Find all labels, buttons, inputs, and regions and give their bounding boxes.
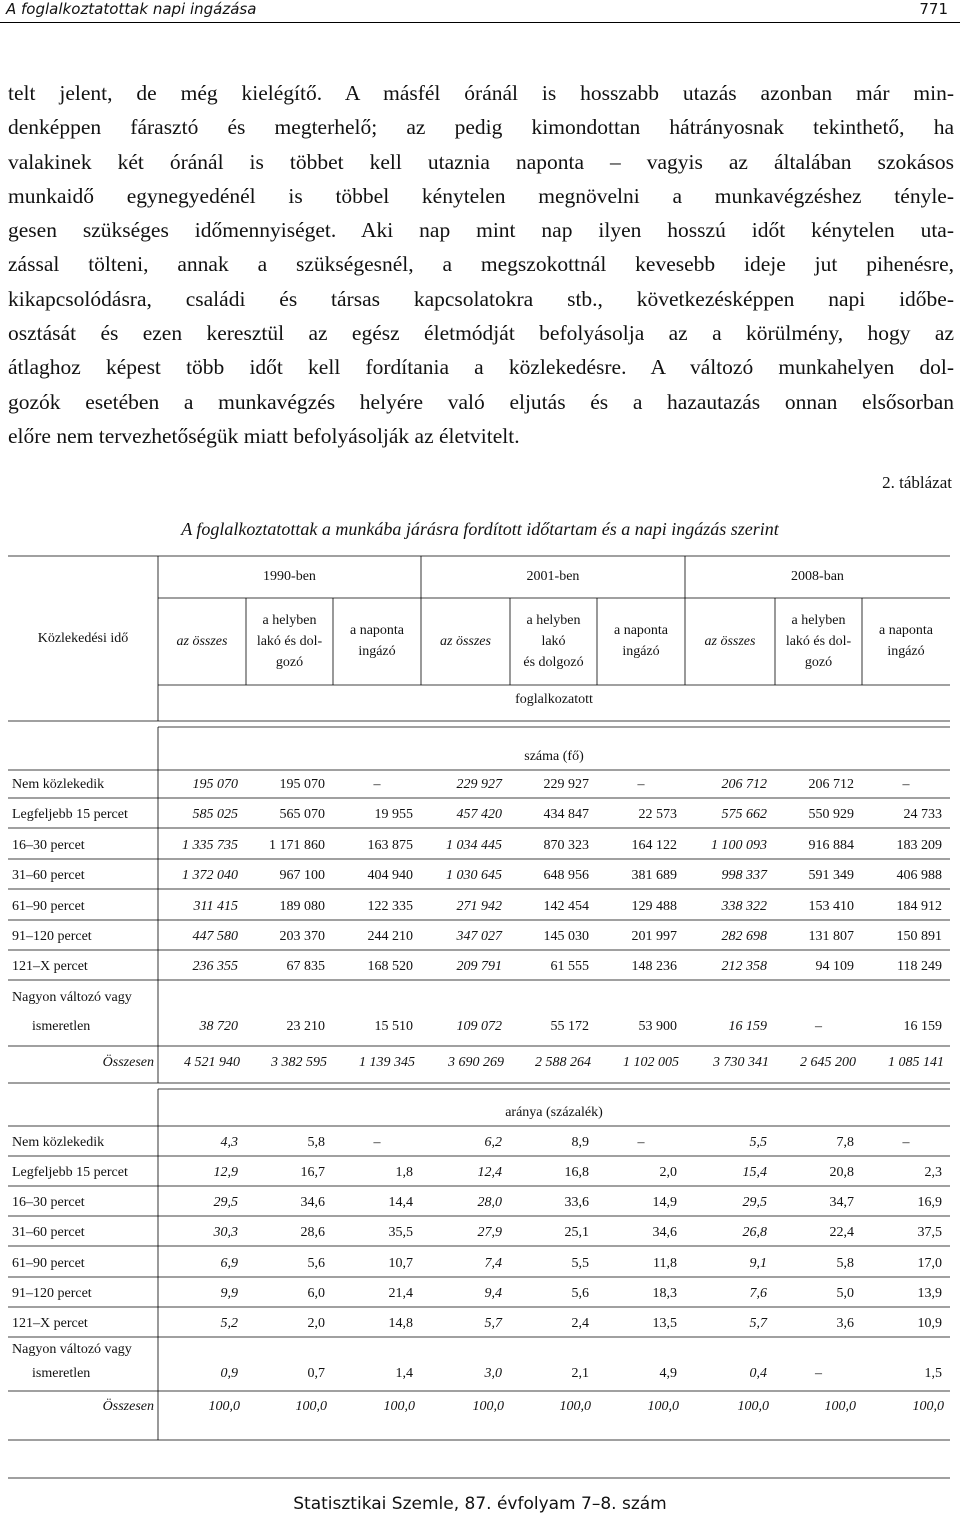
table-cell: 55 172	[550, 1019, 589, 1034]
table-cell: 164 122	[631, 838, 677, 853]
table-cell: 150 891	[896, 929, 942, 944]
table-cell: 34,6	[300, 1195, 325, 1210]
table-cell: 271 942	[456, 899, 502, 914]
table-cell: 5,5	[749, 1135, 767, 1150]
table-cell: 565 070	[279, 807, 325, 822]
subcolumn-header	[685, 631, 775, 652]
body-paragraph	[8, 76, 954, 453]
table-cell: 406 988	[896, 868, 942, 883]
table-cell: 6,2	[484, 1135, 502, 1150]
table-cell: 998 337	[721, 868, 767, 883]
year-header: 1990-ben	[263, 569, 316, 584]
subcolumn-header	[158, 631, 246, 652]
table-cell: 9,4	[484, 1286, 502, 1301]
row-label: 31–60 percet	[12, 1225, 85, 1240]
table-cell: 2,3	[924, 1165, 942, 1180]
table-cell: 20,8	[829, 1165, 854, 1180]
page-header	[0, 0, 960, 24]
total-cell: 100,0	[295, 1399, 327, 1414]
table-cell: 0,4	[749, 1366, 767, 1381]
table-cell: 145 030	[543, 929, 589, 944]
table-caption: A foglalkoztatottak a munkába járásra fordított időtartam és a napi ingázás szerint	[181, 519, 779, 539]
total-cell: 100,0	[824, 1399, 856, 1414]
table-cell: 28,0	[477, 1195, 502, 1210]
body-line: gesen szükséges időmennyiséget. Aki nap mint nap ilyen hosszú időt kénytelen uta-	[8, 218, 954, 243]
table-cell: 183 209	[896, 838, 942, 853]
table-cell: 870 323	[543, 838, 589, 853]
total-cell: 100,0	[383, 1399, 415, 1414]
table-cell: 3,0	[484, 1366, 502, 1381]
table-cell: 5,8	[836, 1256, 854, 1271]
body-line: gozók esetében a munkavégzés helyére való eljutás és a hazautazás onnan elsősorban	[8, 389, 954, 414]
total-cell: 100,0	[647, 1399, 679, 1414]
table-cell: 229 927	[543, 777, 589, 792]
table-cell: 25,1	[564, 1225, 589, 1240]
total-cell: 100,0	[472, 1399, 504, 1414]
subcolumn-header-line: gozó	[804, 654, 833, 670]
table-cell: –	[637, 777, 645, 792]
table-cell: 1 030 645	[446, 868, 502, 883]
row-label: Nagyon változó vagy	[12, 990, 132, 1005]
body-line: munkaidő egynegyedénél is többel kénytelen megnövelni a munkavégzéshez tényle-	[8, 183, 954, 208]
table-cell: 18,3	[652, 1286, 677, 1301]
table-cell: 2,1	[571, 1366, 589, 1381]
table-cell: 447 580	[192, 929, 238, 944]
body-line: osztását és ezen keresztül az egész életmódját befolyásolja az a körülmény, hogy az	[8, 321, 954, 346]
table-cell: 16,9	[917, 1195, 942, 1210]
table-cell: 13,5	[652, 1316, 677, 1331]
table-cell: 142 454	[543, 899, 589, 914]
table-cell: 2,0	[659, 1165, 677, 1180]
table-cell: 148 236	[631, 959, 677, 974]
table-cell: 8,9	[571, 1135, 589, 1150]
total-label: Összesen	[102, 1399, 154, 1414]
row-label: ismeretlen	[32, 1366, 91, 1381]
table-cell: 184 912	[896, 899, 942, 914]
subcolumn-header-line: a naponta	[349, 623, 405, 638]
table-cell: 14,8	[388, 1316, 413, 1331]
table-cell: 1,5	[924, 1366, 942, 1381]
table-cell: 16 159	[903, 1019, 942, 1034]
table-cell: 916 884	[808, 838, 854, 853]
subcolumn-header	[510, 610, 597, 673]
table-cell: 195 070	[279, 777, 325, 792]
total-cell: 3 730 341	[713, 1055, 769, 1070]
total-cell: 2 645 200	[800, 1055, 856, 1070]
table-cell: 347 027	[456, 929, 502, 944]
subcolumn-header-line: lakó és dol-	[785, 633, 852, 649]
table-cell: 12,9	[213, 1165, 238, 1180]
table-cell: 591 349	[808, 868, 854, 883]
table-cell: 4,3	[220, 1135, 238, 1150]
table-label: 2. táblázat	[882, 473, 952, 492]
table-cell: 967 100	[279, 868, 325, 883]
total-cell: 100,0	[737, 1399, 769, 1414]
table-cell: 34,6	[652, 1225, 677, 1240]
table-cell: 203 370	[279, 929, 325, 944]
table-cell: 2,4	[571, 1316, 589, 1331]
table-cell: 35,5	[388, 1225, 413, 1240]
table-cell: 15 510	[374, 1019, 413, 1034]
table-cell: 5,0	[836, 1286, 854, 1301]
table-cell: 21,4	[388, 1286, 413, 1301]
table-cell: 1 171 860	[269, 838, 325, 853]
table-cell: 6,9	[220, 1256, 238, 1271]
body-line: zással tölteni, annak a szükségesnél, a megszokottnál kevesebb ideje jut pihenésre,	[8, 252, 954, 277]
table-cell: 5,6	[307, 1256, 325, 1271]
page-footer: Statisztikai Szemle, 87. évfolyam 7–8. szám	[293, 1494, 667, 1514]
subcolumn-header-line: a helyben	[526, 612, 581, 628]
running-title: A foglalkoztatottak napi ingázása	[6, 0, 257, 18]
table-cell: 4,9	[659, 1366, 677, 1381]
table-cell: 311 415	[193, 899, 238, 914]
table-cell: 244 210	[367, 929, 413, 944]
table-cell: 38 720	[199, 1019, 238, 1034]
row-label: Nem közlekedik	[12, 777, 105, 792]
row-label: 16–30 percet	[12, 838, 85, 853]
subcolumn-header-line: lakó	[541, 633, 566, 649]
table-cell: 16,8	[564, 1165, 589, 1180]
table-cell: 10,7	[388, 1256, 413, 1271]
table-cell: 195 070	[192, 777, 238, 792]
table-cell: –	[902, 1135, 910, 1150]
table-cell: 229 927	[456, 777, 502, 792]
header-rule	[0, 22, 960, 23]
table-cell: 201 997	[631, 929, 677, 944]
subcolumn-header-line: ingázó	[358, 644, 396, 659]
table-cell: 1,4	[395, 1366, 413, 1381]
body-line: előre nem tervezhetőségük miatt befolyásolják az életvitelt.	[8, 423, 520, 448]
table-cell: 12,4	[477, 1165, 502, 1180]
table-cell: 5,7	[484, 1316, 502, 1331]
table-cell: 7,4	[484, 1256, 502, 1271]
table-cell: 26,8	[742, 1225, 767, 1240]
table-cell: 434 847	[543, 807, 589, 822]
table-cell: 404 940	[367, 868, 413, 883]
table-cell: 6,0	[307, 1286, 325, 1301]
table-cell: 94 109	[815, 959, 854, 974]
subcolumn-header-line: gozó	[275, 654, 304, 670]
table-cell: 209 791	[456, 959, 502, 974]
row-label: Legfeljebb 15 percet	[12, 1165, 128, 1180]
table-cell: –	[373, 1135, 381, 1150]
body-line: kikapcsolódásra, családi és társas kapcsolatokra stb., következésképpen napi időbe-	[8, 286, 954, 311]
table-cell: 1 372 040	[182, 868, 238, 883]
table-cell: 23 210	[286, 1019, 325, 1034]
table-cell: 28,6	[300, 1225, 325, 1240]
subcolumn-header-line: a naponta	[613, 623, 669, 638]
subcolumn-header-line: ingázó	[887, 644, 925, 659]
table-cell: 1 100 093	[711, 838, 767, 853]
total-cell: 100,0	[208, 1399, 240, 1414]
subcolumn-header-line: az összes	[440, 633, 491, 649]
subcolumn-header	[862, 620, 950, 662]
table-cell: 1 335 735	[182, 838, 238, 853]
page-number: 771	[919, 0, 948, 18]
table-cell: 212 358	[721, 959, 767, 974]
subcolumn-header	[333, 620, 421, 662]
body-line: átlaghoz képest több időt kell fordítania a közlekedésre. A változó munkahelyen dol-	[8, 355, 954, 380]
row-label: Nem közlekedik	[12, 1135, 105, 1150]
table-cell: 19 955	[374, 807, 413, 822]
total-cell: 2 588 264	[535, 1055, 591, 1070]
table-cell: 61 555	[550, 959, 589, 974]
total-cell: 1 085 141	[888, 1055, 944, 1070]
table-cell: 29,5	[742, 1195, 767, 1210]
table-cell: 122 335	[367, 899, 413, 914]
subcolumn-header	[246, 610, 333, 673]
table-cell: 13,9	[917, 1286, 942, 1301]
table-cell: 2,0	[307, 1316, 325, 1331]
table-cell: 7,8	[836, 1135, 854, 1150]
total-label: Összesen	[102, 1055, 154, 1070]
table-cell: 29,5	[213, 1195, 238, 1210]
table-cell: –	[902, 777, 910, 792]
subcolumn-header-line: a naponta	[878, 623, 934, 638]
total-cell: 3 690 269	[448, 1055, 504, 1070]
table-cell: 30,3	[213, 1225, 238, 1240]
subcolumn-header	[597, 620, 685, 662]
table-cell: 457 420	[456, 807, 502, 822]
table-cell: 206 712	[808, 777, 854, 792]
table-cell: 648 956	[543, 868, 589, 883]
subcolumn-header-line: a helyben	[791, 612, 846, 628]
table-cell: 1 034 445	[446, 838, 502, 853]
table-cell: 118 249	[897, 959, 942, 974]
table-cell: –	[815, 1019, 822, 1034]
subcolumn-header-line: ingázó	[622, 644, 660, 659]
table-cell: 9,1	[749, 1256, 767, 1271]
row-label: 61–90 percet	[12, 1256, 85, 1271]
table-cell: –	[373, 777, 381, 792]
table-cell: 189 080	[279, 899, 325, 914]
table-cell: 5,8	[307, 1135, 325, 1150]
table-cell: 5,6	[571, 1286, 589, 1301]
table-cell: 206 712	[721, 777, 767, 792]
table-cell: 11,8	[653, 1256, 677, 1271]
year-header: 2008-ban	[791, 569, 844, 584]
header-footer-label: foglalkozatott	[515, 692, 593, 707]
table-cell: 33,6	[564, 1195, 589, 1210]
table-cell: 10,9	[917, 1316, 942, 1331]
section-title: száma (fő)	[524, 749, 584, 764]
table-cell: 9,9	[220, 1286, 238, 1301]
row-label: 31–60 percet	[12, 868, 85, 883]
subcolumn-header-line: az összes	[176, 633, 228, 649]
total-cell: 1 102 005	[623, 1055, 679, 1070]
table-cell: 5,2	[220, 1316, 238, 1331]
table-cell: 37,5	[917, 1225, 942, 1240]
table-cell: 34,7	[829, 1195, 854, 1210]
row-label: Nagyon változó vagy	[12, 1342, 132, 1357]
body-line: telt jelent, de még kielégítő. A másfél óránál is hosszabb utazás azonban már min-	[8, 81, 954, 105]
row-label: 121–X percet	[12, 959, 88, 974]
table-cell: 15,4	[742, 1165, 767, 1180]
table-cell: 1,8	[395, 1165, 413, 1180]
table-cell: 3,6	[836, 1316, 854, 1331]
row-label: Legfeljebb 15 percet	[12, 807, 128, 822]
total-cell: 4 521 940	[184, 1055, 240, 1070]
subcolumn-header-line: és dolgozó	[523, 654, 584, 670]
row-label: 61–90 percet	[12, 899, 85, 914]
table-cell: –	[815, 1366, 822, 1381]
table-cell: 585 025	[192, 807, 238, 822]
table-cell: 14,9	[652, 1195, 677, 1210]
total-cell: 100,0	[912, 1399, 944, 1414]
subcolumn-header-line: lakó és dol-	[256, 633, 323, 649]
subcolumn-header	[421, 631, 510, 652]
table-cell: 14,4	[388, 1195, 413, 1210]
subcolumn-header-line: az összes	[704, 633, 756, 649]
row-header: Közlekedési idő	[37, 631, 129, 646]
table-cell: 0,7	[307, 1366, 325, 1381]
row-label: ismeretlen	[32, 1019, 91, 1034]
total-cell: 3 382 595	[271, 1055, 327, 1070]
table-cell: 22 573	[638, 807, 677, 822]
table-cell: –	[637, 1135, 645, 1150]
section-title: aránya (százalék)	[505, 1105, 603, 1120]
table-cell: 381 689	[631, 868, 677, 883]
table-cell: 153 410	[808, 899, 854, 914]
year-header: 2001-ben	[526, 569, 580, 584]
table-cell: 163 875	[367, 838, 413, 853]
table-cell: 131 807	[808, 929, 854, 944]
table-cell: 17,0	[917, 1256, 942, 1271]
total-cell: 1 139 345	[359, 1055, 415, 1070]
table-cell: 129 488	[631, 899, 677, 914]
table-cell: 24 733	[903, 807, 942, 822]
table-cell: 236 355	[192, 959, 238, 974]
table-cell: 109 072	[456, 1019, 502, 1034]
table-cell: 22,4	[829, 1225, 854, 1240]
subcolumn-header	[775, 610, 862, 673]
table-cell: 575 662	[721, 807, 767, 822]
table-cell: 168 520	[367, 959, 413, 974]
table-cell: 67 835	[286, 959, 325, 974]
table-cell: 0,9	[220, 1366, 238, 1381]
table-cell: 5,5	[571, 1256, 589, 1271]
table-cell: 7,6	[749, 1286, 767, 1301]
table-cell: 282 698	[721, 929, 767, 944]
subcolumn-header-line: a helyben	[262, 612, 317, 628]
table-cell: 550 929	[808, 807, 854, 822]
row-label: 121–X percet	[12, 1316, 88, 1331]
body-line: valakinek két óránál is többet kell utaznia naponta – vagyis az általában szokásos	[8, 149, 954, 174]
row-label: 91–120 percet	[12, 1286, 92, 1301]
table-cell: 16 159	[728, 1019, 767, 1034]
row-label: 16–30 percet	[12, 1195, 85, 1210]
row-label: 91–120 percet	[12, 929, 92, 944]
table-cell: 27,9	[477, 1225, 502, 1240]
body-line: denképpen fárasztó és megterhelő; az pedig kimondottan hátrányosnak tekinthető, ha	[8, 115, 954, 140]
table-cell: 338 322	[721, 899, 767, 914]
table-cell: 53 900	[638, 1019, 677, 1034]
table-cell: 5,7	[749, 1316, 767, 1331]
table-cell: 16,7	[300, 1165, 325, 1180]
total-cell: 100,0	[559, 1399, 591, 1414]
